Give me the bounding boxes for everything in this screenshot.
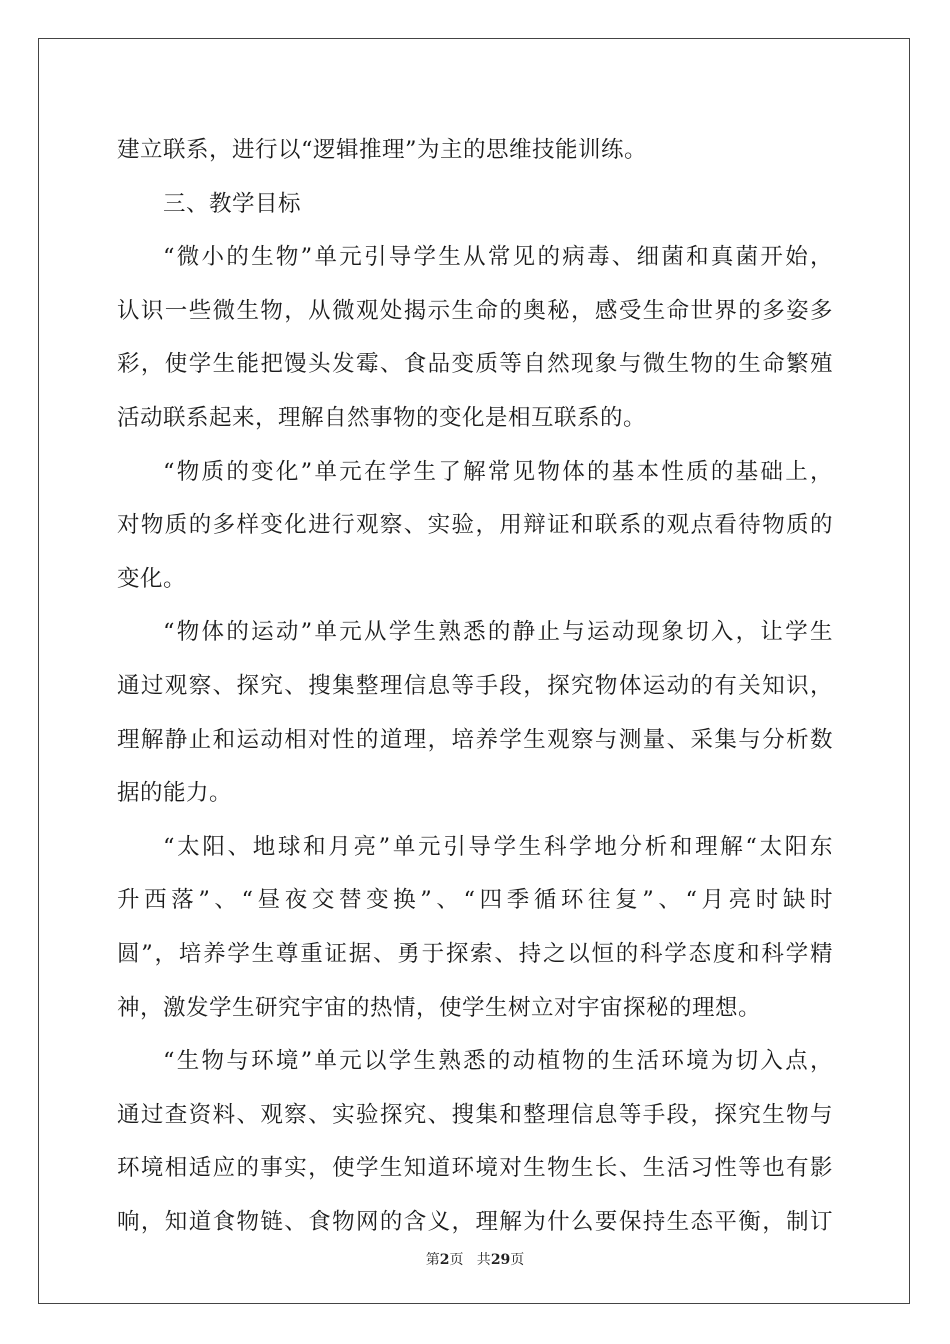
text-line: 彩，使学生能把馒头发霉、食品变质等自然现象与微生物的生命繁殖 <box>117 351 833 378</box>
text-line: 神，激发学生研究宇宙的热情，使学生树立对宇宙探秘的理想。 <box>117 994 762 1021</box>
text-line: 认识一些微生物，从微观处揭示生命的奥秘，感受生命世界的多姿多 <box>117 297 833 324</box>
text-line: “物质的变化”单元在学生了解常见物体的基本性质的基础上， <box>163 458 833 485</box>
text-line: 响，知道食物链、食物网的含义，理解为什么要保持生态平衡，制订 <box>117 1208 833 1235</box>
text-line: 据的能力。 <box>117 780 233 807</box>
text-line: 变化。 <box>117 565 187 592</box>
text-line: 通过观察、探究、搜集整理信息等手段，探究物体运动的有关知识， <box>117 672 833 699</box>
text-line: 建立联系，进行以“逻辑推理”为主的思维技能训练。 <box>117 137 648 163</box>
text-line: 圆”，培养学生尊重证据、勇于探索、持之以恒的科学态度和科学精 <box>117 940 833 967</box>
text-line: 通过查资料、观察、实验探究、搜集和整理信息等手段，探究生物与 <box>117 1101 833 1128</box>
text-line: 理解静止和运动相对性的道理，培养学生观察与测量、采集与分析数 <box>117 726 833 753</box>
footer-page-number: 2 <box>439 1252 450 1268</box>
document-body <box>117 124 833 1249</box>
text-line: “物体的运动”单元从学生熟悉的静止与运动现象切入，让学生 <box>163 619 833 646</box>
text-line: 活动联系起来，理解自然事物的变化是相互联系的。 <box>117 404 647 431</box>
text-line: “微小的生物”单元引导学生从常见的病毒、细菌和真菌开始， <box>163 244 833 271</box>
footer-suffix: 页 <box>510 1252 525 1268</box>
text-line: “太阳、地球和月亮”单元引导学生科学地分析和理解“太阳东 <box>163 833 833 860</box>
section-heading: 三、教学目标 <box>163 190 302 217</box>
footer-mid: 页 共 <box>449 1252 491 1268</box>
text-line: 环境相适应的事实，使学生知道环境对生物生长、生活习性等也有影 <box>117 1155 833 1182</box>
footer-prefix: 第 <box>425 1252 440 1268</box>
text-line: 升西落”、“昼夜交替变换”、“四季循环往复”、“月亮时缺时 <box>117 887 833 914</box>
text-line: 对物质的多样变化进行观察、实验，用辩证和联系的观点看待物质的 <box>117 512 833 539</box>
footer-total-pages: 29 <box>490 1252 511 1268</box>
page-footer <box>0 1249 950 1269</box>
text-line: “生物与环境”单元以学生熟悉的动植物的生活环境为切入点， <box>163 1048 833 1075</box>
